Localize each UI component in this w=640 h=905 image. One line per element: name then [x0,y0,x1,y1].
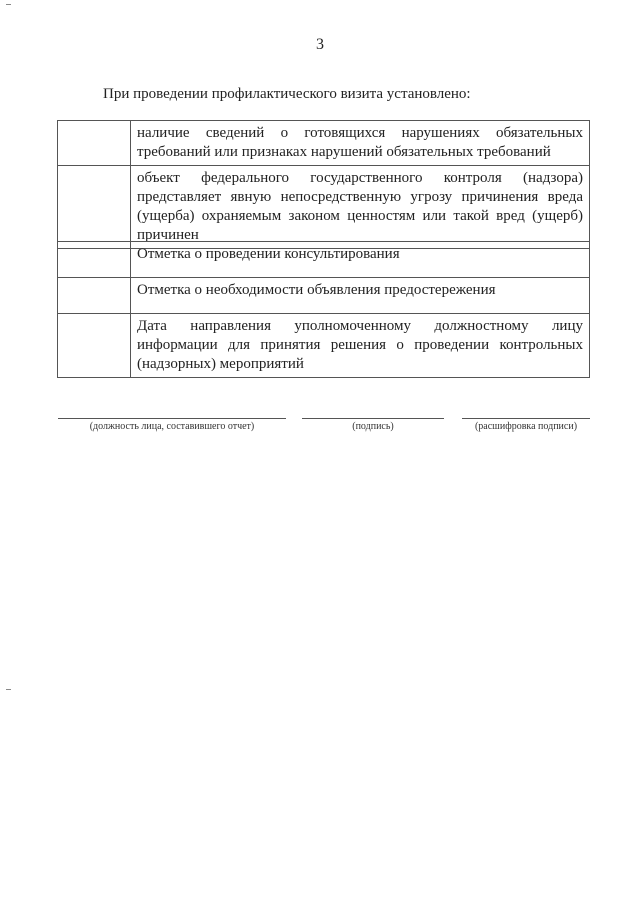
checkmark-cell[interactable] [58,242,131,278]
consultation-mark-text: Отметка о проведении консультирования [131,242,590,278]
decoding-caption: (расшифровка подписи) [474,421,578,432]
table-row [58,314,590,378]
signature-line[interactable] [302,418,444,419]
position-caption: (должность лица, составившего отчет) [89,421,255,432]
scan-mark [6,4,11,5]
checkmark-cell[interactable] [58,166,131,249]
table-row [58,278,590,314]
finding-text-violations: наличие сведений о готовящихся нарушениях обязательных требований или признаках нарушений обязательных требований [131,121,590,166]
intro-text: При проведении профилактического визита установлено: [103,86,471,102]
table-row [58,121,590,166]
findings-table [57,120,590,249]
checkmark-cell[interactable] [58,278,131,314]
warning-mark-text: Отметка о необходимости объявления предостережения [131,278,590,314]
scan-mark [6,689,11,690]
signature-caption: (подпись) [352,421,394,432]
page-number: 3 [316,36,324,53]
table-row [58,166,590,249]
marks-table [57,241,590,378]
decoding-signature-line[interactable] [462,418,590,419]
table-row [58,242,590,278]
finding-text-threat: объект федерального государственного контроля (надзора) представляет явную непосредственную угрозу причинения вреда (ущерба) охраняемым законом ценностям или такой вред (ущерб) причинен [131,166,590,249]
position-signature-line[interactable] [58,418,286,419]
checkmark-cell[interactable] [58,121,131,166]
notification-date-text: Дата направления уполномоченному должностному лицу информации для принятия решения о проведении контрольных (надзорных) мероприятий [131,314,590,378]
date-cell[interactable] [58,314,131,378]
